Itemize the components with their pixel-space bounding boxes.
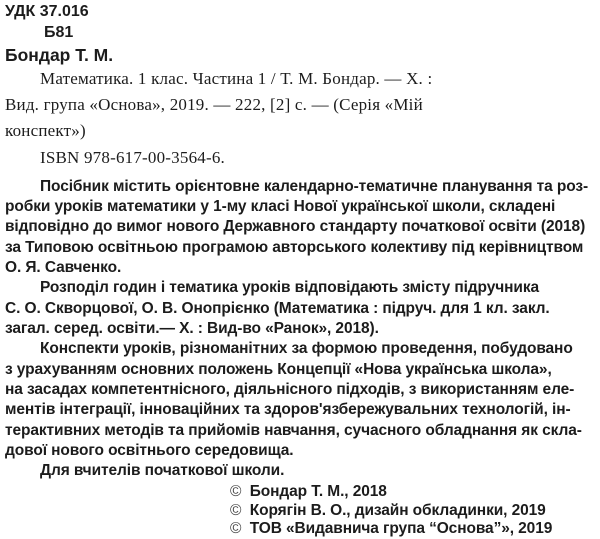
- abstract-line: Розподіл годин і тематика уроків відповідають змісту підручника: [40, 279, 540, 296]
- udk-code: УДК 37.016: [5, 3, 89, 20]
- abstract-line: на засадах компетентнісного, діяльнісного підходів, з використанням еле-: [5, 381, 575, 398]
- copyright-text: Бондар Т. М., 2018: [249, 483, 387, 500]
- author-heading: Бондар Т. М.: [5, 45, 114, 65]
- copyright-line: [230, 484, 387, 500]
- copyright-text: Корягін В. О., дизайн обкладинки, 2019: [249, 502, 546, 519]
- title-line-1: Математика. 1 клас. Частина 1 / Т. М. Бондар. — Х. :: [40, 69, 433, 88]
- abstract-line: з урахуванням основних положень Концепції «Нова українська школа»,: [5, 361, 552, 378]
- abstract-line: Посібник містить орієнтовне календарно-тематичне планування та роз-: [40, 178, 589, 195]
- copyright-text: ТОВ «Видавнича група “Основа”», 2019: [249, 520, 553, 537]
- abstract-line: робки уроків математики у 1-му класі Нової української школи, складені: [5, 198, 556, 215]
- copyright-line: [230, 521, 552, 537]
- copyright-symbol: ©: [230, 483, 242, 500]
- copyright-symbol: ©: [230, 520, 242, 537]
- abstract-line: ментів інтеграції, інноваційних та здоров'язбережувальних технологій, ін-: [5, 401, 571, 418]
- copyright-symbol: ©: [230, 502, 242, 519]
- abstract-line: дової нового освітнього середовища.: [5, 442, 294, 459]
- abstract-line: С. О. Скворцової, О. В. Онопрієнко (Математика : підруч. для 1 кл. закл.: [5, 300, 550, 317]
- bbk-code: Б81: [44, 24, 74, 41]
- abstract-line: загал. серед. освіти.— Х. : Вид-во «Ранок», 2018).: [5, 320, 379, 337]
- title-line-2: Вид. група «Основа», 2019. — 222, [2] с. — (Серія «Мій: [5, 95, 423, 114]
- audience-line: Для вчителів початкової школи.: [40, 462, 285, 479]
- abstract-line: за Типовою освітньою програмою авторського колективу під керівництвом: [5, 239, 584, 256]
- abstract-line: відповідно до вимог нового Державного стандарту початкової освіти (2018): [5, 218, 586, 235]
- isbn: ISBN 978-617-00-3564-6.: [40, 148, 225, 167]
- abstract-line: О. Я. Савченко.: [5, 259, 122, 276]
- abstract-line: терактивних методів та прийомів навчання, сучасного обладнання як скла-: [5, 422, 582, 439]
- abstract-line: Конспекти уроків, різноманітних за формою проведення, побудовано: [40, 340, 573, 357]
- title-line-3: конспект»): [5, 121, 86, 140]
- copyright-line: [230, 503, 546, 519]
